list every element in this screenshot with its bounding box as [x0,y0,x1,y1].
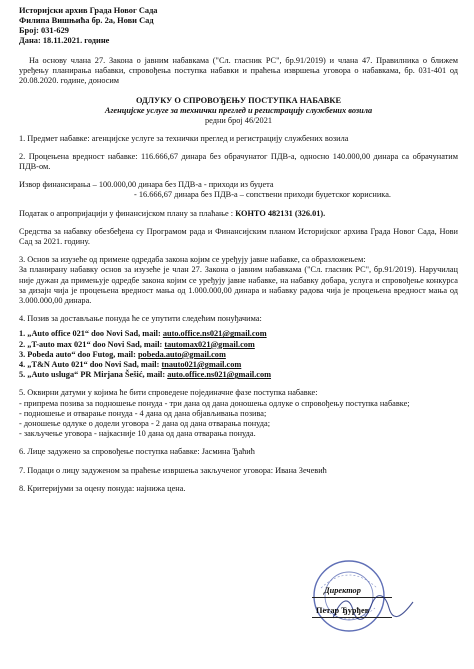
bidder-name: 2. „T-auto max 021“ doo Novi Sad, mail: [19,339,165,349]
item-5-timeline [19,388,458,439]
funding-source [19,180,458,200]
bidder-name: 4. „T&N Auto 021“ doo Novi Sad, mail: [19,360,162,370]
item-2-estimated-value: 2. Процењена вредност набавке: 116.666,67 динара без обрачунатог ПДВ-а, односно 140.000,00 динара са обрачунатим ПДВ-ом. [19,151,458,172]
appropriation-line [19,209,458,219]
decision-serial-number: редни број 46/2021 [205,115,272,125]
item-5-heading: 5. Оквирни датуми у којима ће бити спроведене појединачне фазе поступка набавке: [19,388,318,398]
signature-name: Петар Ђурђев [316,606,370,615]
letterhead-date: Дана: 18.11.2021. године [19,36,110,45]
letterhead-number: Број: 031-629 [19,26,69,35]
bidder-name: 3. Pobeda auto“ doo Futog, mail: [19,349,138,359]
decision-title: ОДЛУКУ О СПРОВОЂЕЊУ ПОСТУПКА НАБАВКЕ [135,95,342,105]
bidder-email-link[interactable]: pobeda.auto@gmail.com [137,349,226,359]
appropriation-text: Податак о апропријацији у финансијском плану за плаћање : [19,208,236,218]
bidder-item [19,350,458,360]
intro-paragraph: На основу члана 27. Закона о јавним набавкама ("Сл. гласник РС", бр.91/2019) и члана 47. Правилника о ближем уређењу планирања набавки, спровођења поступка набавки и праћења извршења уговора о набавкама, бр. 031-401 од 20.08.2020. године, доносим [19,56,458,86]
bidder-item [19,340,458,350]
means-paragraph: Средства за набавку обезбеђена су Програмом рада и Финансијским планом Историјског архива Града Новог Сада, Нови Сад за 2021. годину. [19,226,458,247]
item-4-invitation: 4. Позив за достављање понуда ће се упутити следећим понуђачима: [19,314,262,324]
letterhead-address: Филипа Вишњића бр. 2а, Нови Сад [19,16,154,25]
phase-item: - закључење уговора - најкасније 10 дана од дана отварања понуда. [19,429,256,439]
phase-item: - доношење одлуке о додели уговора - 2 дана од дана отварања понуда; [19,419,271,429]
bidder-list [19,329,458,380]
bidder-name: 5. „Auto usluga“ PR Mirjana Šešić, mail: [19,370,168,380]
funding-line-2: - 16.666,67 динара без ПДВ-а – сопствени приходи буџетског корисника. [134,190,391,200]
decision-subtitle: Агенцијске услуге за технички преглед и регистрацију службених возила [104,105,373,115]
signature-role: Директор [324,586,361,595]
bidder-name: 1. „Auto office 021“ doo Novi Sad, mail: [19,329,163,339]
bidder-email-link[interactable]: tnauto021@gmail.com [161,360,242,370]
item-6-responsible-person: 6. Лице задужено за спровођење поступка набавке: Јасмина Ђаћић [19,447,255,457]
bidder-email-link[interactable]: auto.office.ns021@gmail.com [167,370,272,380]
letterhead [19,6,458,46]
phase-item: - припрема позива за подношење понуда - три дана од дана доношења одлуке о спровођењу поступка набавке; [19,398,410,408]
bidder-item [19,329,458,339]
item-7-contract-monitor: 7. Подаци о лицу задуженом за праћење извршења закљученог уговора: Ивана Зечевић [19,465,327,475]
appropriation-konto: КОНТО 482131 (326.01). [235,208,326,218]
bidder-item [19,360,458,370]
bidder-email-link[interactable]: auto.office.ns021@gmail.com [162,329,267,339]
item-3-heading: 3. Основ за изузеће од примене одредаба закона којим се уређују јавне набавке, са образложењем: [19,255,366,265]
signature-name-line [312,617,392,618]
bidder-item [19,370,458,380]
item-3-exemption [19,255,458,306]
bidder-email-link[interactable]: tautomax021@gmail.com [164,339,255,349]
item-1-subject: 1. Предмет набавке: агенцијске услуге за технички преглед и регистрацију службених возила [19,133,349,143]
letterhead-institution: Историјски архив Града Новог Сада [19,6,158,15]
item-3-body: За планирану набавку основ за изузеће је члан 27. Закона о јавним набавкама ("Сл. гласник РС", бр.91/2019). Наручилац није дужан да примењује одредбе закона којим се уређују јавне набавке, на набавку добара, услуга и спровођење конкурса за дизајн чија је процењена вредност мања од 1.000.000,00 динара и набавку радова чија је процењена вредност мања од 3.000.000,00 динара. [19,265,458,306]
item-8-criteria: 8. Критеријуми за оцену понуда: најнижа цена. [19,483,186,493]
funding-line-1: Извор финансирања – 100.000,00 динара без ПДВ-а - приходи из буџета [19,180,274,190]
phase-item: - подношење и отварање понуда - 4 дана од дана објављивања позива; [19,408,267,418]
